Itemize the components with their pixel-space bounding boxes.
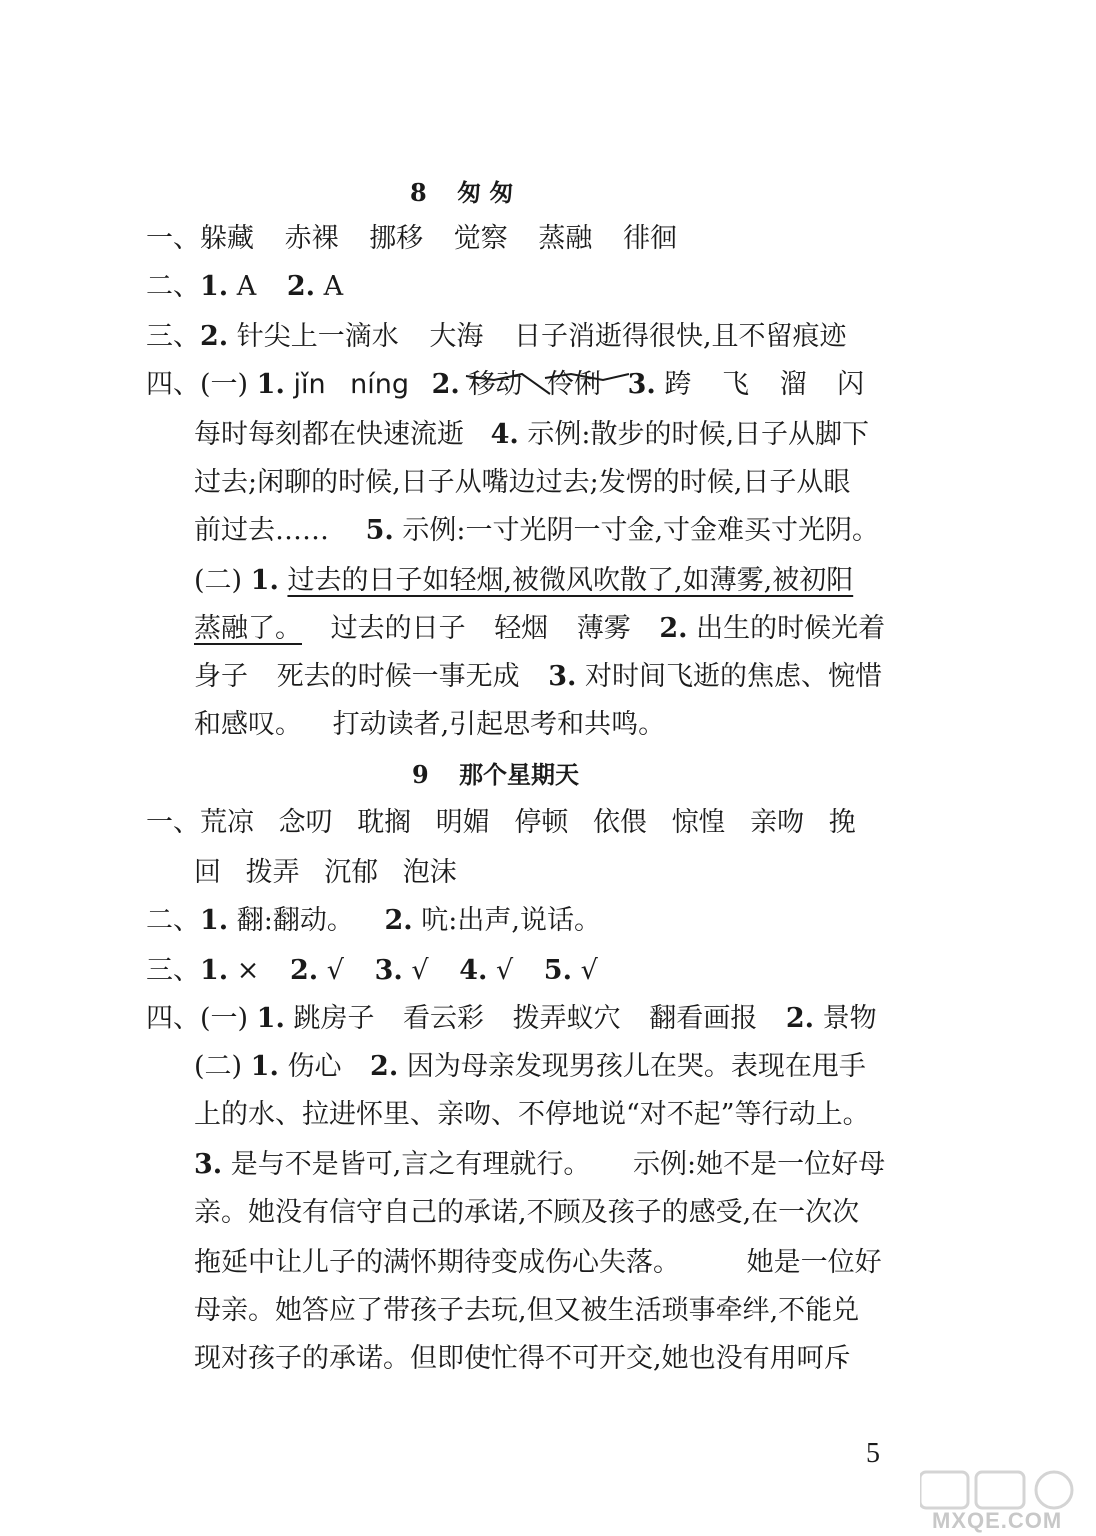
s9-q1-line1 — [146, 806, 856, 840]
judge-mark: × — [236, 955, 260, 986]
section-title-text: 匆 匆 — [457, 178, 514, 207]
answer-word: 溜 — [779, 369, 807, 400]
answer: 她是一位好 — [746, 1247, 882, 1278]
answer-word: 过去的日子 — [330, 613, 466, 644]
answer: 对时间飞逝的焦虑、惋惜 — [584, 661, 882, 692]
answer: 现对孩子的承诺。但即使忙得不可开交,她也没有用呵斥 — [194, 1343, 851, 1374]
s9-q4-line8 — [194, 1342, 851, 1376]
item-number: 1. — [256, 1003, 285, 1034]
s9-q4-line7 — [194, 1294, 859, 1328]
item-number: 1. — [250, 565, 279, 596]
item-number: 2. — [431, 369, 460, 400]
answer: 是与不是皆可,言之有理就行。 — [230, 1149, 591, 1180]
q-label: 四、 — [146, 1003, 200, 1034]
answer: A — [323, 271, 344, 302]
struck-word — [547, 368, 601, 402]
item-number: 3. — [194, 1149, 223, 1180]
item-number: 1. — [200, 271, 229, 302]
answer-word: 蒸融 — [538, 223, 593, 254]
s8-q4-line3 — [194, 466, 850, 500]
answer: 上的水、拉进怀里、亲吻、不停地说“对不起”等行动上。 — [194, 1099, 870, 1130]
answer: 母亲。她答应了带孩子去玩,但又被生活琐事牵绊,不能兑 — [194, 1295, 860, 1326]
answer: 日子消逝得很快,且不留痕迹 — [513, 321, 847, 352]
underlined-sentence: 蒸融了。 — [194, 613, 302, 644]
answer-word: 闪 — [837, 369, 865, 400]
s8-q3 — [146, 320, 847, 354]
s9-q4-line3 — [194, 1098, 870, 1132]
answer: 针尖上一滴水 — [236, 321, 399, 352]
answer-word: 沉郁 — [324, 857, 379, 888]
s9-q4-line5 — [194, 1196, 859, 1230]
pinyin: jǐn — [293, 369, 326, 400]
item-number: 1. — [250, 1051, 279, 1082]
item-number: 5. — [543, 955, 572, 986]
section-title-text: 那个星期天 — [459, 760, 580, 789]
answer-word: 惊惶 — [671, 807, 726, 838]
s9-q4-line2 — [194, 1050, 866, 1084]
answer-word: 跨 — [664, 369, 692, 400]
item-number: 3. — [627, 369, 656, 400]
q-label: 二、 — [146, 905, 200, 936]
judge-mark: √ — [495, 955, 514, 986]
answer-word: 依偎 — [592, 807, 647, 838]
section-8-title — [410, 176, 513, 210]
part-label: (一) — [200, 1003, 249, 1034]
s8-q4-line5 — [194, 564, 853, 598]
s8-q2 — [146, 270, 343, 304]
answer: 身子 — [194, 661, 248, 692]
s9-q4-line4 — [194, 1148, 885, 1182]
q-label: 三、 — [146, 321, 200, 352]
answer: 示例:她不是一位好母 — [632, 1149, 886, 1180]
section-number: 8 — [410, 178, 427, 207]
answer-word: 挪移 — [369, 223, 424, 254]
answer-word: 轻烟 — [494, 613, 549, 644]
s8-q4-line1 — [146, 368, 864, 402]
section-number: 9 — [412, 760, 429, 789]
answer: 每时每刻都在快速流逝 — [194, 419, 464, 450]
answer-word: 停顿 — [514, 807, 569, 838]
answer: 过去;闲聊的时候,日子从嘴边过去;发愣的时候,日子从眼 — [194, 467, 851, 498]
q-label: 三、 — [146, 955, 200, 986]
answer-word: 明媚 — [435, 807, 490, 838]
s8-q4-line6 — [194, 612, 885, 646]
item-number: 2. — [200, 321, 229, 352]
answer: 示例:一寸光阴一寸金,寸金难买寸光阴。 — [402, 515, 880, 546]
item-number: 3. — [374, 955, 403, 986]
item-number: 2. — [370, 1051, 399, 1082]
item-number: 2. — [286, 271, 316, 302]
struck-word-text: 伶俐 — [547, 369, 602, 400]
watermark-site: MXQE.COM — [932, 1508, 1063, 1533]
answer: 景物 — [822, 1003, 877, 1034]
answer-word: 亲吻 — [750, 807, 805, 838]
answer: 因为母亲发现男孩儿在哭。表现在甩手 — [406, 1051, 866, 1082]
pinyin: níng — [350, 369, 410, 400]
answer: A — [236, 271, 257, 302]
answer-word: 拨弄蚁穴 — [512, 1003, 621, 1034]
item-number: 1. — [200, 905, 229, 936]
part-label: (二) — [194, 565, 243, 596]
answer: 示例:散步的时候,日子从脚下 — [527, 419, 870, 450]
s9-q4-line1 — [146, 1002, 877, 1036]
item-number: 3. — [548, 661, 577, 692]
page-number: 5 — [866, 1438, 880, 1469]
item-number: 4. — [459, 955, 488, 986]
answer: 出生的时候光着 — [696, 613, 886, 644]
answer: 大海 — [429, 321, 484, 352]
answer-word: 泡沫 — [402, 857, 457, 888]
item-number: 4. — [490, 419, 519, 450]
s9-q1-line2 — [194, 856, 457, 890]
answer-word: 回 — [194, 857, 221, 888]
answer-word: 赤裸 — [284, 223, 339, 254]
s8-q4-line7 — [194, 660, 882, 694]
s8-q1 — [146, 222, 677, 256]
answer: 和感叹。 — [194, 709, 302, 740]
answer-word: 荒凉 — [200, 807, 254, 838]
answer: 打动读者,引起思考和共鸣。 — [332, 709, 666, 740]
answer: 亲。她没有信守自己的承诺,不顾及孩子的感受,在一次次 — [194, 1197, 860, 1228]
answer-word: 翻看画报 — [649, 1003, 758, 1034]
answer-word: 觉察 — [453, 223, 508, 254]
strike-mark — [543, 370, 635, 400]
s9-q3 — [146, 954, 598, 988]
item-number: 2. — [384, 905, 413, 936]
item-number: 2. — [659, 613, 688, 644]
answer-word: 徘徊 — [622, 223, 677, 254]
answer-word: 飞 — [721, 369, 749, 400]
answer: 拖延中让儿子的满怀期待变成伤心失落。 — [194, 1247, 680, 1278]
item-number: 2. — [785, 1003, 815, 1034]
part-label: (二) — [194, 1051, 243, 1082]
answer: 翻:翻动。 — [236, 905, 354, 936]
answer-word: 薄雾 — [576, 613, 631, 644]
struck-word-text: 移动 — [468, 369, 523, 400]
answer: 吭:出声,说话。 — [421, 905, 601, 936]
part-label: (一) — [200, 369, 249, 400]
item-number: 5. — [365, 515, 394, 546]
item-number: 2. — [290, 955, 319, 986]
q-label: 二、 — [146, 271, 200, 302]
s8-q4-line4 — [194, 514, 879, 548]
judge-mark: √ — [411, 955, 429, 986]
answer-word: 耽搁 — [357, 807, 412, 838]
answer-word: 跳房子 — [293, 1003, 375, 1034]
q-label: 四、 — [146, 369, 200, 400]
answer-word: 看云彩 — [403, 1003, 485, 1034]
section-9-title — [412, 758, 579, 792]
struck-word — [468, 368, 522, 402]
answer-word: 挽 — [828, 807, 856, 838]
s8-q4-line8 — [194, 708, 665, 742]
answer: 伤心 — [287, 1051, 342, 1082]
s8-q4-line2 — [194, 418, 869, 452]
item-number: 1. — [200, 955, 229, 986]
item-number: 1. — [256, 369, 285, 400]
judge-mark: √ — [326, 955, 344, 986]
underlined-sentence: 过去的日子如轻烟,被微风吹散了,如薄雾,被初阳 — [287, 565, 854, 596]
answer-word: 拨弄 — [245, 857, 300, 888]
answer-word: 躲藏 — [200, 223, 254, 254]
answer: 前过去…… — [194, 515, 329, 546]
q-label: 一、 — [146, 223, 200, 254]
answer-word: 念叨 — [278, 807, 333, 838]
s9-q2 — [146, 904, 601, 938]
answer: 死去的时候一事无成 — [276, 661, 520, 692]
judge-mark: √ — [580, 955, 598, 986]
s9-q4-line6 — [194, 1246, 882, 1280]
q-label: 一、 — [146, 807, 200, 838]
